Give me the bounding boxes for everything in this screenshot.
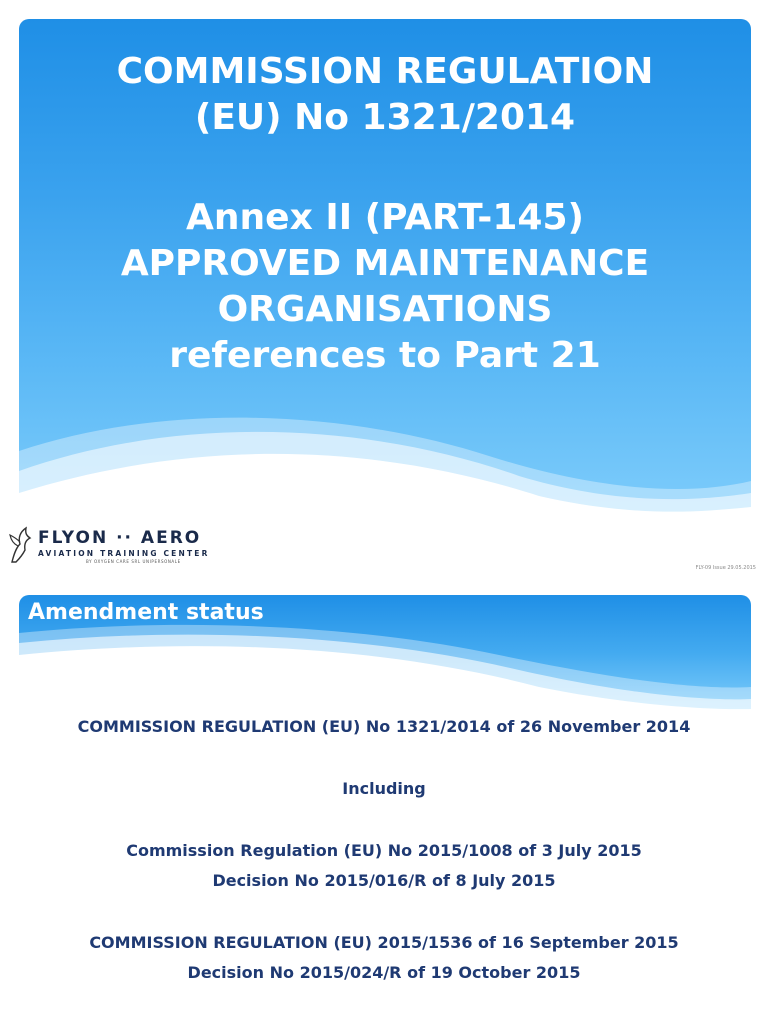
decision-line-1: Decision No 2015/016/R of 8 July 2015 xyxy=(212,871,556,890)
issue-footnote: FLY-09 Issue 29.05.2015 xyxy=(695,565,756,571)
amendment-header xyxy=(19,595,751,710)
subtitle-line-3: ORGANISATIONS xyxy=(217,289,553,330)
wave-decoration xyxy=(19,401,751,521)
subtitle-line-2: APPROVED MAINTENANCE xyxy=(120,243,650,284)
title-slide xyxy=(19,19,751,521)
title-block xyxy=(19,49,751,379)
logo-small-text: BY OXYGEN CARE SRL UNIPERSONALE xyxy=(86,559,181,564)
regulation-line: COMMISSION REGULATION (EU) No 1321/2014 of 26 November 2014 xyxy=(77,717,691,736)
subtitle-line-1: Annex II (PART-145) xyxy=(186,197,584,238)
including-label: Including xyxy=(342,779,426,798)
decision-line-2: Decision No 2015/024/R of 19 October 2015 xyxy=(187,963,581,982)
subtitle-line-4: references to Part 21 xyxy=(169,335,601,376)
logo-tagline: AVIATION TRAINING CENTER xyxy=(38,549,210,558)
amendment-title: Amendment status xyxy=(28,600,264,625)
flyon-aero-logo xyxy=(8,524,218,570)
title-line-1: COMMISSION REGULATION xyxy=(116,51,654,92)
amendment-body xyxy=(0,712,768,988)
amendment-line-1: Commission Regulation (EU) No 2015/1008 of 3 July 2015 xyxy=(126,841,642,860)
amendment-line-2: COMMISSION REGULATION (EU) 2015/1536 of 16 September 2015 xyxy=(89,933,679,952)
pegasus-icon xyxy=(8,526,34,566)
title-line-2: (EU) No 1321/2014 xyxy=(194,97,576,138)
logo-name: FLYON ·· AERO xyxy=(38,528,202,548)
